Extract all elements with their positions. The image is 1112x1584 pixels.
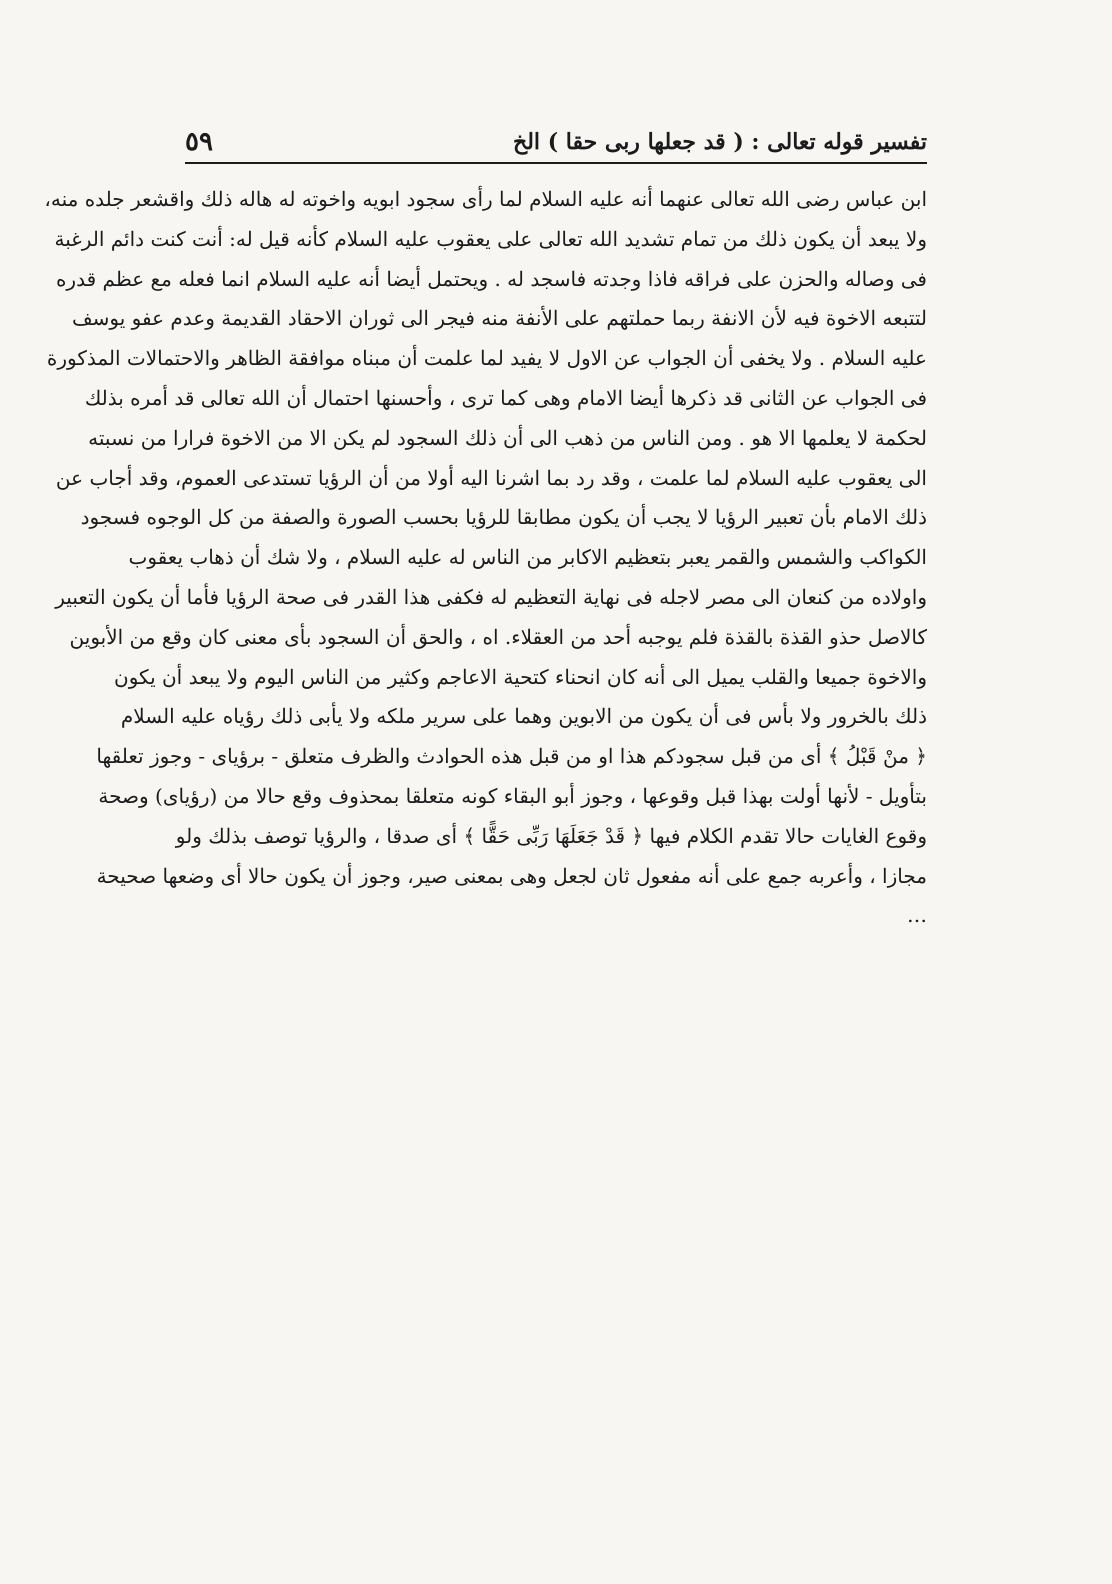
text-line: فى وصاله والحزن على فراقه فاذا وجدته فاسجد له . ويحتمل أيضا أنه عليه السلام انما فعله مع عظم قدره — [55, 266, 927, 291]
text-line: الكواكب والشمس والقمر يعبر بتعظيم الاكابر من الناس له عليه السلام ، ولا شك أن ذهاب يعقوب — [128, 545, 927, 570]
text-line: مجازا ، وأعربه جمع على أنه مفعول ثان لجعل وهى بمعنى صير، وجوز أن يكون حالا أى وضعها صحيحة — [96, 863, 927, 888]
text-line: والاخوة جميعا والقلب يميل الى أنه كان انحناء كتحية الاعاجم وكثير من الناس اليوم ولا يبعد أن يكون — [114, 664, 927, 689]
page-body — [44, 180, 927, 936]
text-line: فى الجواب عن الثانى قد ذكرها أيضا الامام وهى كما ترى ، وأحسنها احتمال أن الله تعالى قد أمره بذلك — [84, 385, 927, 410]
text-line: ﴿ منْ قَبْلُ ﴾ أى من قبل سجودكم هذا او من قبل هذه الحوادث والظرف متعلق - برؤياى - وجوز تعلقها — [96, 744, 927, 769]
text-line: ابن عباس رضى الله تعالى عنهما أنه عليه السلام لما رأى سجود ابويه واخوته له هاله ذلك واقشعر جلده منه، — [44, 187, 927, 211]
text-line: لتتبعه الاخوة فيه لأن الانفة ربما حملتهم على الأنفة منه فيجر الى ثوران الاحقاد القديمة وعدم عفو يوسف — [71, 306, 927, 331]
text-line: كالاصل حذو القذة بالقذة فلم يوجبه أحد من العقلاء. اه ، والحق أن السجود بأى معنى كان وقع من الأبوين — [69, 624, 927, 649]
running-title: تفسير قوله تعالى : ( قد جعلها ربى حقا ) الخ — [513, 129, 927, 155]
page-header — [185, 124, 927, 160]
text-line: لحكمة لا يعلمها الا هو . ومن الناس من ذهب الى أن ذلك السجود لم يكن الا من الاخوة فرارا من نسبته — [88, 425, 927, 450]
text-line: ولا يبعد أن يكون ذلك من تمام تشديد الله تعالى على يعقوب عليه السلام كأنه قيل له: أنت كنت دائم الرغبة — [54, 226, 927, 251]
text-line: بتأويل - لأنها أولت بهذا قبل وقوعها ، وجوز أبو البقاء كونه متعلقا بمحذوف وقع حالا من (رؤياى) وصحة — [98, 783, 927, 808]
text-line: واولاده من كنعان الى مصر لاجله فى نهاية التعظيم له فكفى هذا القدر فى صحة الرؤيا فأما أن يكون التعبير — [55, 584, 927, 609]
text-line: ذلك الامام بأن تعبير الرؤيا لا يجب أن يكون مطابقا للرؤيا بحسب الصورة والصفة من كل الوجوه فسجود — [80, 505, 927, 530]
text-line: ذلك بالخرور ولا بأس فى أن يكون من الابوين وهما على سرير ملكه ولا يأبى ذلك رؤياه عليه السلام — [120, 704, 927, 729]
text-line: … — [907, 903, 927, 928]
text-line: وقوع الغايات حالا تقدم الكلام فيها ﴿ قَدْ جَعَلَهَا رَبِّى حَقًّا ﴾ أى صدقا ، والرؤيا توصف بذلك ولو — [175, 823, 927, 848]
text-line: عليه السلام . ولا يخفى أن الجواب عن الاول لا يفيد لما علمت أن مبناه موافقة الظاهر والاحتمالات المذكورة — [46, 346, 927, 371]
text-line: الى يعقوب عليه السلام لما علمت ، وقد رد بما اشرنا اليه أولا من أن الرؤيا تستدعى العموم، وقد أجاب عن — [55, 465, 927, 490]
header-rule — [185, 162, 927, 164]
page-number: ٥٩ — [185, 127, 213, 157]
